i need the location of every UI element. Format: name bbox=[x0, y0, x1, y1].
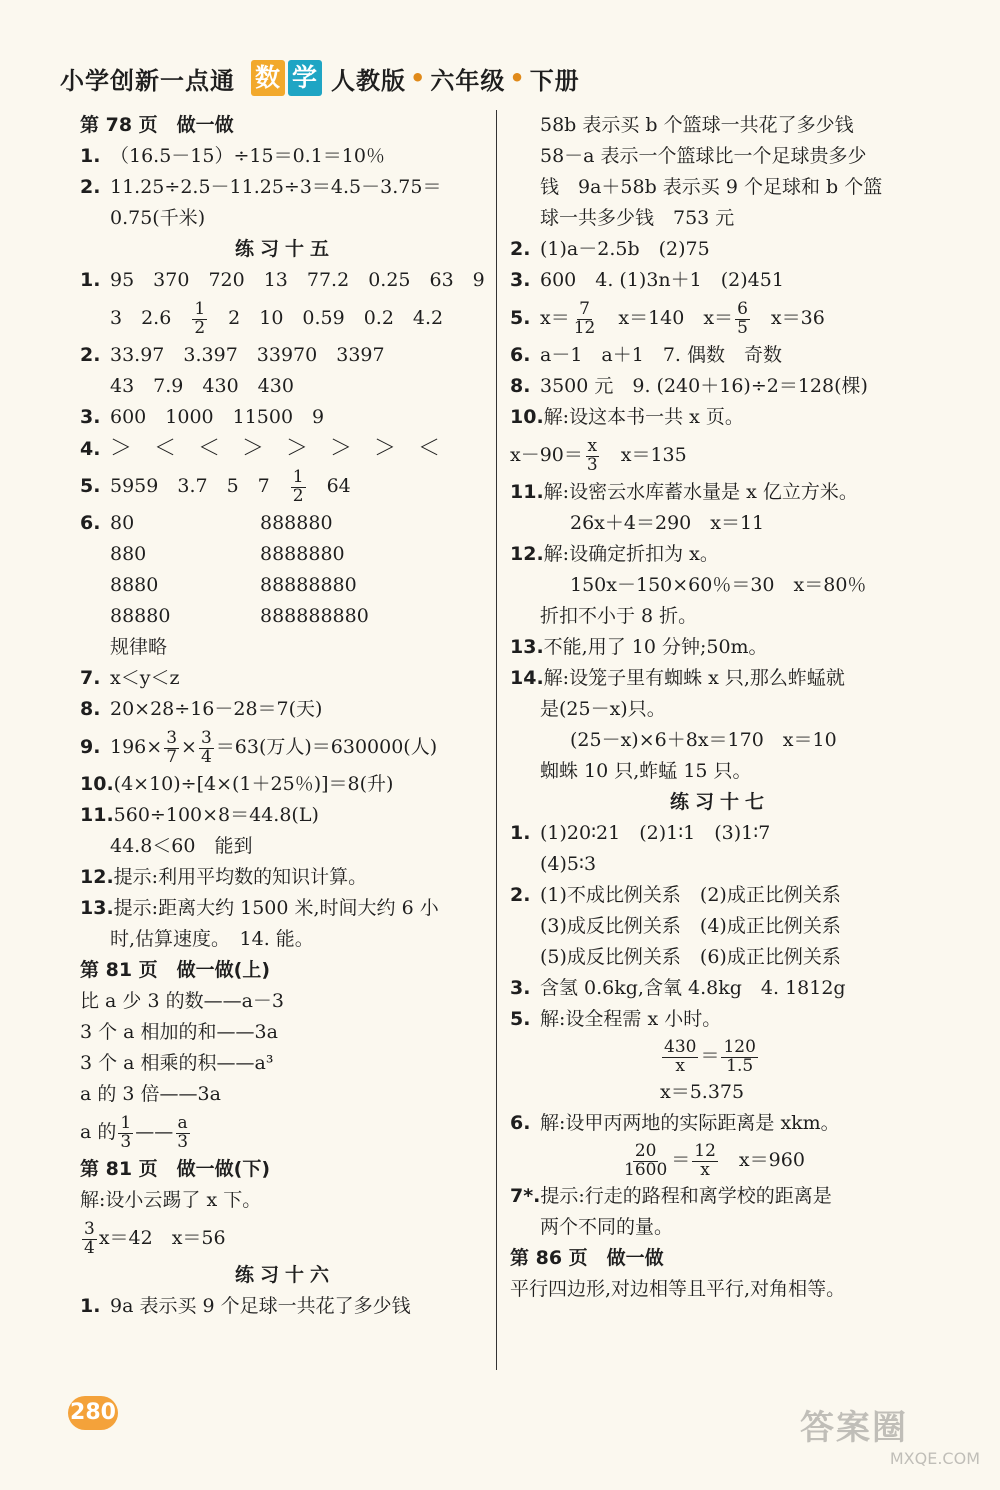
numerator: 120 bbox=[723, 1036, 756, 1057]
answer-continuation: 时,估算速度。 14. 能。 bbox=[110, 928, 314, 950]
answer-item bbox=[80, 433, 490, 464]
answer-continuation bbox=[80, 296, 490, 340]
answer-text: 888888880 bbox=[260, 605, 369, 627]
answer-item bbox=[80, 601, 490, 632]
answer-text: 20×28÷16－28＝7(天) bbox=[110, 698, 323, 720]
numerator: 7 bbox=[579, 298, 590, 319]
answer-item bbox=[80, 539, 490, 570]
answer-item bbox=[80, 340, 490, 371]
separator-dot: • bbox=[509, 64, 526, 92]
answer-text: (1)20∶21 (2)1∶1 (3)1∶7 bbox=[540, 822, 771, 844]
section-heading: 第 78 页 做一做 bbox=[80, 114, 234, 136]
answer-text: 600 1000 11500 9 bbox=[110, 406, 325, 428]
fraction bbox=[118, 1112, 133, 1152]
volume-label: 下册 bbox=[529, 66, 580, 95]
answer-text: 600 4. (1)3n＋1 (2)451 bbox=[540, 269, 784, 291]
answer-item bbox=[510, 973, 930, 1004]
numerator: 430 bbox=[664, 1036, 697, 1057]
item-number: 1. bbox=[510, 822, 531, 844]
item-number: 3. bbox=[510, 269, 531, 291]
numerator: 12 bbox=[694, 1140, 716, 1161]
item-number: 1. bbox=[80, 145, 101, 167]
equation-block bbox=[510, 1035, 930, 1108]
text: x＝135 bbox=[601, 444, 687, 466]
numerator: 3 bbox=[84, 1218, 95, 1239]
answer-line: 平行四边形,对边相等且平行,对角相等。 bbox=[510, 1278, 846, 1300]
section-heading: 第 81 页 做一做(下) bbox=[80, 1158, 271, 1180]
answer-item bbox=[80, 141, 490, 172]
item-number: 12. bbox=[510, 543, 544, 565]
answer-text: (4×10)÷[4×(1＋25％)]＝8(升) bbox=[113, 773, 394, 795]
answer-text: 含氢 0.6kg,含氧 4.8kg 4. 1812g bbox=[540, 977, 846, 999]
denominator: 1.5 bbox=[726, 1055, 754, 1076]
answer-text: 88888880 bbox=[260, 574, 357, 596]
denominator: 3 bbox=[120, 1131, 132, 1152]
answer-continuation: 球一共多少钱 753 元 bbox=[540, 207, 735, 229]
answer-item bbox=[80, 862, 490, 893]
answer-continuation: (5)成反比例关系 (6)成正比例关系 bbox=[540, 946, 841, 968]
answer-text: (1)a－2.5b (2)75 bbox=[540, 238, 710, 260]
denominator: 4 bbox=[84, 1237, 95, 1258]
item-number: 4. bbox=[80, 438, 101, 460]
answer-item bbox=[510, 1181, 930, 1212]
item-number: 3. bbox=[510, 977, 531, 999]
equation-line bbox=[510, 433, 930, 477]
answer-continuation: 折扣不小于 8 折。 bbox=[540, 605, 698, 627]
answer-continuation: 两个不同的量。 bbox=[540, 1216, 674, 1238]
column-divider bbox=[496, 110, 497, 1370]
text: x＝ bbox=[540, 307, 570, 329]
numerator: 1 bbox=[292, 466, 304, 487]
denominator: 5 bbox=[737, 317, 748, 338]
answer-text: 提示:利用平均数的知识计算。 bbox=[113, 866, 368, 888]
edition-label: 人教版 bbox=[331, 66, 406, 95]
item-number: 12. bbox=[80, 866, 114, 888]
answer-continuation: 钱 9a＋58b 表示买 9 个足球和 b 个篮 bbox=[540, 176, 883, 198]
answer-continuation: 58b 表示买 b 个篮球一共花了多少钱 bbox=[540, 114, 854, 136]
equation-line: x＝5.375 bbox=[660, 1081, 745, 1103]
numerator: a bbox=[177, 1112, 188, 1133]
fraction bbox=[192, 298, 207, 338]
fraction bbox=[82, 1218, 97, 1258]
answer-item bbox=[510, 234, 930, 265]
text: 64 bbox=[307, 475, 351, 497]
denominator: 1600 bbox=[624, 1159, 668, 1180]
fraction bbox=[735, 298, 750, 338]
answer-item bbox=[80, 725, 490, 769]
answer-item bbox=[510, 371, 930, 402]
denominator: 3 bbox=[177, 1131, 189, 1152]
denominator: x bbox=[675, 1055, 686, 1076]
item-number: 6. bbox=[510, 1112, 531, 1134]
answer-item bbox=[510, 1004, 930, 1035]
answer-text: （16.5－15）÷15＝0.1＝10％ bbox=[110, 145, 385, 167]
text: ＝ bbox=[671, 1149, 691, 1171]
answer-item bbox=[510, 1108, 930, 1139]
denominator: x bbox=[700, 1159, 710, 1180]
item-number: 10. bbox=[510, 406, 544, 428]
item-number: 11. bbox=[510, 481, 544, 503]
answer-text: 解:设笼子里有蜘蛛 x 只,那么蚱蜢就 bbox=[543, 667, 845, 689]
answer-item bbox=[80, 893, 490, 924]
answer-text: 解:设确定折扣为 x。 bbox=[543, 543, 719, 565]
watermark-logo: 答案圈 MXQE.COM bbox=[800, 1408, 980, 1468]
answer-item bbox=[80, 800, 490, 831]
equation-line: (25－x)×6＋8x＝170 x＝10 bbox=[570, 729, 837, 751]
answer-text: 8880 bbox=[110, 574, 159, 596]
numerator: 1 bbox=[120, 1112, 132, 1133]
text: x＝ bbox=[703, 307, 734, 329]
section-heading: 第 86 页 做一做 bbox=[510, 1247, 664, 1269]
answer-text: 88880 bbox=[110, 605, 171, 627]
book-header bbox=[60, 58, 580, 98]
exercise-title: 练习十五 bbox=[234, 238, 335, 260]
equation-line bbox=[510, 1035, 930, 1077]
equation-line: 26x＋4＝290 x＝11 bbox=[570, 512, 765, 534]
denominator: 3 bbox=[586, 454, 598, 475]
numerator: 6 bbox=[737, 298, 748, 319]
answer-text: 解:设全程需 x 小时。 bbox=[540, 1008, 722, 1030]
answer-item bbox=[510, 402, 930, 433]
answer-item bbox=[80, 570, 490, 601]
numerator: x bbox=[587, 435, 598, 456]
answer-text: a－1 a＋1 7. 偶数 奇数 bbox=[540, 344, 783, 366]
answer-text: 9a 表示买 9 个足球一共花了多少钱 bbox=[110, 1295, 411, 1317]
numerator: 20 bbox=[634, 1140, 657, 1161]
equation-line: 150x－150×60％＝30 x＝80％ bbox=[570, 574, 867, 596]
answer-line: 比 a 少 3 的数——a－3 bbox=[80, 990, 284, 1012]
text: 2 10 0.59 0.2 4.2 bbox=[209, 307, 444, 329]
page-number: 280 bbox=[68, 1396, 118, 1430]
item-number: 2. bbox=[80, 176, 101, 198]
series-title: 小学创新一点通 bbox=[60, 66, 235, 95]
item-number: 10. bbox=[80, 773, 114, 795]
answer-line: 3 个 a 相加的和——3a bbox=[80, 1021, 278, 1043]
text: x＝36 bbox=[751, 307, 825, 329]
answer-text: 95 370 720 13 77.2 0.25 63 9 bbox=[110, 269, 485, 291]
answer-item bbox=[80, 402, 490, 433]
answer-text: 560÷100×8＝44.8(L) bbox=[113, 804, 319, 826]
item-number: 2. bbox=[510, 238, 531, 260]
item-number: 2. bbox=[510, 884, 531, 906]
item-number: 6. bbox=[80, 512, 101, 534]
answer-item bbox=[80, 1291, 490, 1322]
answer-item bbox=[510, 265, 930, 296]
answer-line: 解:设小云踢了 x 下。 bbox=[80, 1189, 262, 1211]
subject-char-1: 数 bbox=[251, 60, 285, 96]
right-column bbox=[510, 110, 930, 1305]
fraction bbox=[291, 466, 306, 506]
text: x＝140 bbox=[599, 307, 704, 329]
answer-continuation: 规律略 bbox=[110, 636, 168, 658]
fraction bbox=[662, 1036, 698, 1076]
answer-item bbox=[80, 769, 490, 800]
grade-label: 六年级 bbox=[430, 66, 506, 95]
text: —— bbox=[135, 1121, 174, 1143]
item-number: 13. bbox=[80, 897, 114, 919]
answer-item bbox=[80, 172, 490, 203]
answer-line: 3 个 a 相乘的积——a³ bbox=[80, 1052, 274, 1074]
item-number: 8. bbox=[510, 375, 531, 397]
item-number: 14. bbox=[510, 667, 544, 689]
fraction bbox=[572, 298, 598, 338]
answer-line: a 的 3 倍——3a bbox=[80, 1083, 221, 1105]
fraction bbox=[692, 1140, 718, 1180]
answer-continuation: (4)5∶3 bbox=[540, 853, 597, 875]
answer-continuation: 44.8＜60 能到 bbox=[110, 835, 253, 857]
answer-text: x＜y＜z bbox=[110, 667, 180, 689]
answer-item bbox=[80, 663, 490, 694]
item-number: 5. bbox=[80, 475, 101, 497]
text: a 的 bbox=[80, 1121, 117, 1143]
answer-line bbox=[80, 1110, 490, 1154]
answer-text: (1)不成比例关系 (2)成正比例关系 bbox=[540, 884, 841, 906]
separator-dot: • bbox=[410, 64, 427, 92]
fraction bbox=[175, 1112, 190, 1152]
answer-text: 提示:距离大约 1500 米,时间大约 6 小 bbox=[113, 897, 439, 919]
item-number: 1. bbox=[80, 1295, 101, 1317]
answer-item bbox=[510, 818, 930, 849]
answer-item bbox=[80, 265, 490, 296]
text: 5959 3.7 5 7 bbox=[110, 475, 289, 497]
answer-item bbox=[510, 632, 930, 663]
answer-item bbox=[510, 880, 930, 911]
item-number: 7. bbox=[80, 667, 101, 689]
item-number: 13. bbox=[510, 636, 544, 658]
text: ＝ bbox=[700, 1045, 720, 1067]
answer-continuation: 是(25－x)只。 bbox=[540, 698, 666, 720]
answer-text: 3500 元 9. (240＋16)÷2＝128(棵) bbox=[540, 375, 868, 397]
answer-text: 80 bbox=[110, 512, 135, 534]
numerator: 3 bbox=[200, 727, 212, 748]
text: ＝63(万人)＝630000(人) bbox=[215, 736, 438, 758]
item-number: 3. bbox=[80, 406, 101, 428]
item-number: 6. bbox=[510, 344, 531, 366]
answer-item bbox=[80, 464, 490, 508]
answer-text: 提示:行走的路程和离学校的距离是 bbox=[540, 1185, 832, 1207]
answer-text: 8888880 bbox=[260, 543, 345, 565]
subject-char-2: 学 bbox=[288, 60, 322, 96]
answer-continuation: 58－a 表示一个篮球比一个足球贵多少 bbox=[540, 145, 867, 167]
answer-line bbox=[80, 1216, 490, 1260]
left-column bbox=[80, 110, 490, 1322]
fraction bbox=[721, 1036, 757, 1076]
item-number: 8. bbox=[80, 698, 101, 720]
text: x－90＝ bbox=[510, 444, 583, 466]
answer-item bbox=[510, 663, 930, 694]
answer-text: ＞＜＜＞＞＞＞＜ bbox=[110, 436, 463, 461]
denominator: 7 bbox=[166, 746, 178, 767]
denominator: 12 bbox=[573, 317, 596, 338]
answer-text: 33.97 3.397 33970 3397 bbox=[110, 344, 385, 366]
answer-continuation: 0.75(千米) bbox=[110, 207, 206, 229]
denominator: 2 bbox=[292, 485, 304, 506]
numerator: 1 bbox=[194, 298, 206, 319]
text: x＝42 x＝56 bbox=[98, 1227, 226, 1249]
text: x＝960 bbox=[719, 1149, 805, 1171]
section-heading: 第 81 页 做一做(上) bbox=[80, 959, 271, 981]
equation-line bbox=[510, 1139, 930, 1181]
exercise-title: 练习十七 bbox=[669, 791, 770, 813]
answer-item bbox=[510, 477, 930, 508]
subject-badge bbox=[251, 60, 325, 96]
text: 196× bbox=[110, 736, 163, 758]
answer-item bbox=[510, 340, 930, 371]
answer-item bbox=[510, 539, 930, 570]
answer-text: 880 bbox=[110, 543, 147, 565]
answer-text: 解:设这本书一共 x 页。 bbox=[543, 406, 744, 428]
fraction bbox=[164, 727, 179, 767]
text: 3 2.6 bbox=[110, 307, 191, 329]
fraction bbox=[585, 435, 600, 475]
item-number: 2. bbox=[80, 344, 101, 366]
item-number: 5. bbox=[510, 1008, 531, 1030]
answer-text: 不能,用了 10 分钟;50m。 bbox=[543, 636, 768, 658]
answer-text: 11.25÷2.5－11.25÷3＝4.5－3.75＝ bbox=[110, 176, 442, 198]
item-number: 5. bbox=[510, 307, 531, 329]
answer-item bbox=[80, 694, 490, 725]
denominator: 4 bbox=[200, 746, 212, 767]
answer-text: 解:设甲丙两地的实际距离是 xkm。 bbox=[540, 1112, 840, 1134]
item-number: 1. bbox=[80, 269, 101, 291]
item-number: 7*. bbox=[510, 1185, 541, 1207]
item-number: 11. bbox=[80, 804, 114, 826]
answer-continuation: (3)成反比例关系 (4)成正比例关系 bbox=[540, 915, 841, 937]
answer-continuation: 43 7.9 430 430 bbox=[110, 375, 294, 397]
answer-text: 888880 bbox=[260, 512, 333, 534]
answer-item bbox=[80, 508, 490, 539]
answer-continuation: 蜘蛛 10 只,蚱蜢 15 只。 bbox=[540, 760, 752, 782]
numerator: 3 bbox=[166, 727, 178, 748]
fraction bbox=[199, 727, 214, 767]
answer-text: 解:设密云水库蓄水量是 x 亿立方米。 bbox=[543, 481, 858, 503]
item-number: 9. bbox=[80, 736, 101, 758]
exercise-title: 练习十六 bbox=[234, 1264, 335, 1286]
denominator: 2 bbox=[194, 317, 206, 338]
answer-item bbox=[510, 296, 930, 340]
fraction bbox=[622, 1140, 669, 1180]
text: × bbox=[181, 736, 197, 758]
